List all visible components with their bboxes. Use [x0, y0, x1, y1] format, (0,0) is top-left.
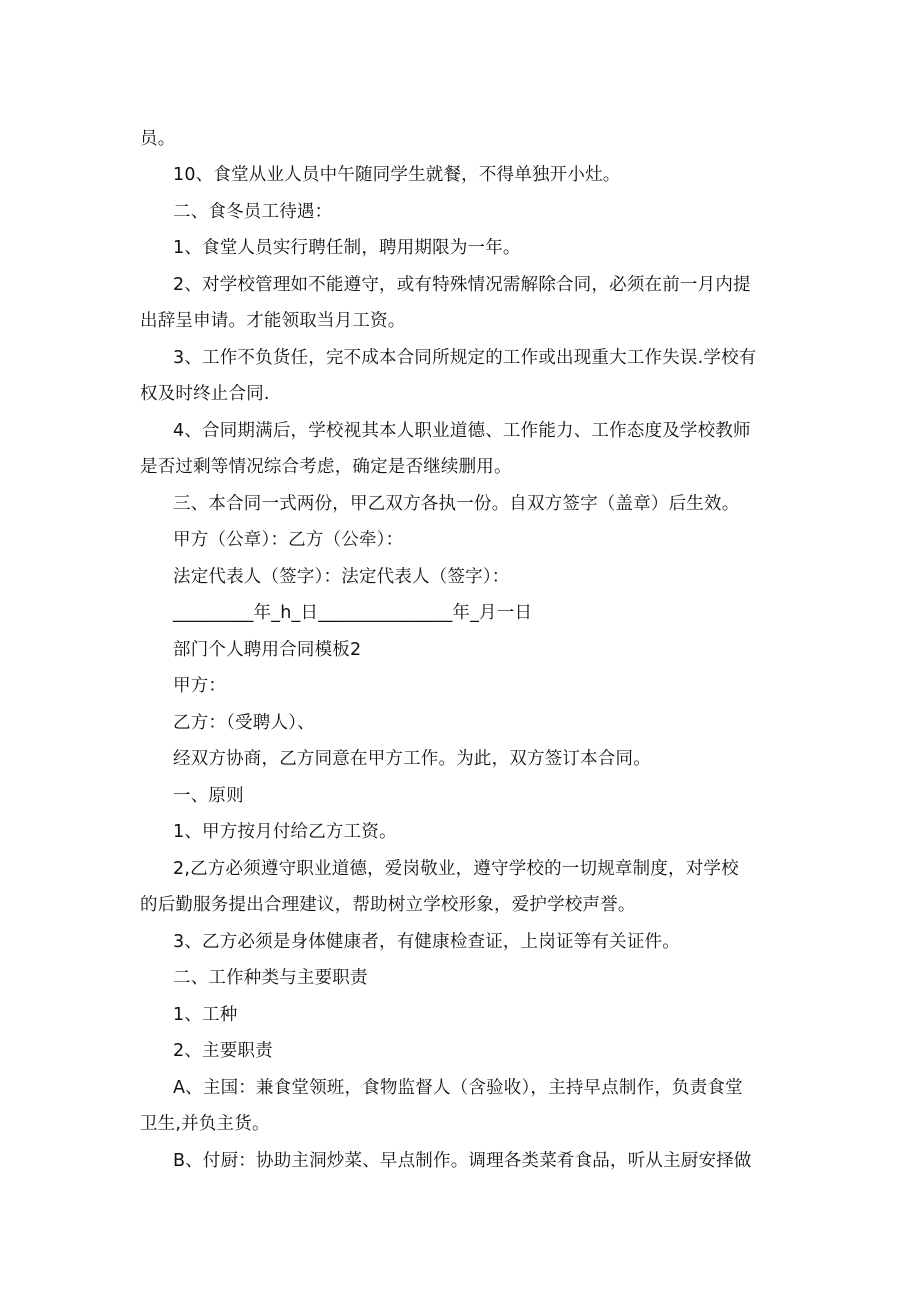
text-line: 3、工作不负货任，完不成本合同所规定的工作或出现重大工作失误.学校有	[173, 348, 757, 368]
document-title: 部门个人聘用合同模板2	[173, 640, 362, 660]
text-line: 1、甲方按月付给乙方工资。	[173, 822, 397, 842]
party-a-line: 甲方：	[173, 676, 227, 696]
signature-date-line: _________年_h_日_______________年_月一日	[173, 603, 533, 623]
section-heading: 二、工作种类与主要职责	[173, 968, 368, 988]
text-line: 是否过剩等情况综合考虑，确定是否继续删用。	[140, 457, 512, 477]
text-line: 10、食堂从业人员中午随同学生就餐，不得单独开小灶。	[173, 165, 621, 185]
signature-party-line: 甲方（公章）：乙方（公牵）：	[173, 530, 404, 550]
signature-representative-line: 法定代表人（签字）：法定代表人（签字）：	[173, 567, 510, 587]
section-heading: 三、本合同一式两份，甲乙双方各执一份。自双方签字（盖章）后生效。	[173, 494, 740, 514]
text-line: 3、乙方必须是身体健康者，有健康检查证，上岗证等有关证件。	[173, 932, 680, 952]
text-line: 经双方协商，乙方同意在甲方工作。为此，双方签订本合同。	[173, 749, 651, 769]
text-line: 2、对学校管理如不能遵守，或有特殊情况需解除合同，必须在前一月内提	[173, 275, 751, 295]
text-line: 2,乙方必须遵守职业道德，爱岗敬业，遵守学校的一切规章制度，对学校	[173, 859, 739, 879]
text-line: 的后勤服务提出合理建议，帮助树立学校形象，爱护学校声誉。	[140, 895, 636, 915]
text-line: B、付厨：协助主洞炒菜、早点制作。调理各类菜肴食品，听从主厨安择做	[173, 1151, 752, 1171]
section-heading: 一、原则	[173, 786, 244, 806]
party-b-line: 乙方：（受聘人）、	[173, 713, 315, 733]
section-heading: 二、食冬员工待遇：	[173, 202, 333, 222]
text-line: 员。	[140, 129, 176, 149]
text-line: 1、食堂人员实行聘任制，聘用期限为一年。	[173, 238, 521, 258]
text-line: 4、合同期满后，学校视其本人职业道德、工作能力、工作态度及学校教师	[173, 421, 751, 441]
text-line: 1、工种	[173, 1005, 238, 1025]
text-line: 卫生,并负主货。	[140, 1114, 270, 1134]
text-line: A、主国：兼食堂领班，食物监督人（含验收），主持早点制作，负责食堂	[173, 1078, 743, 1098]
text-line: 出辞呈申请。才能领取当月工资。	[140, 311, 406, 331]
text-line: 权及时终止合同.	[140, 384, 270, 404]
text-line: 2、主要职责	[173, 1041, 273, 1061]
